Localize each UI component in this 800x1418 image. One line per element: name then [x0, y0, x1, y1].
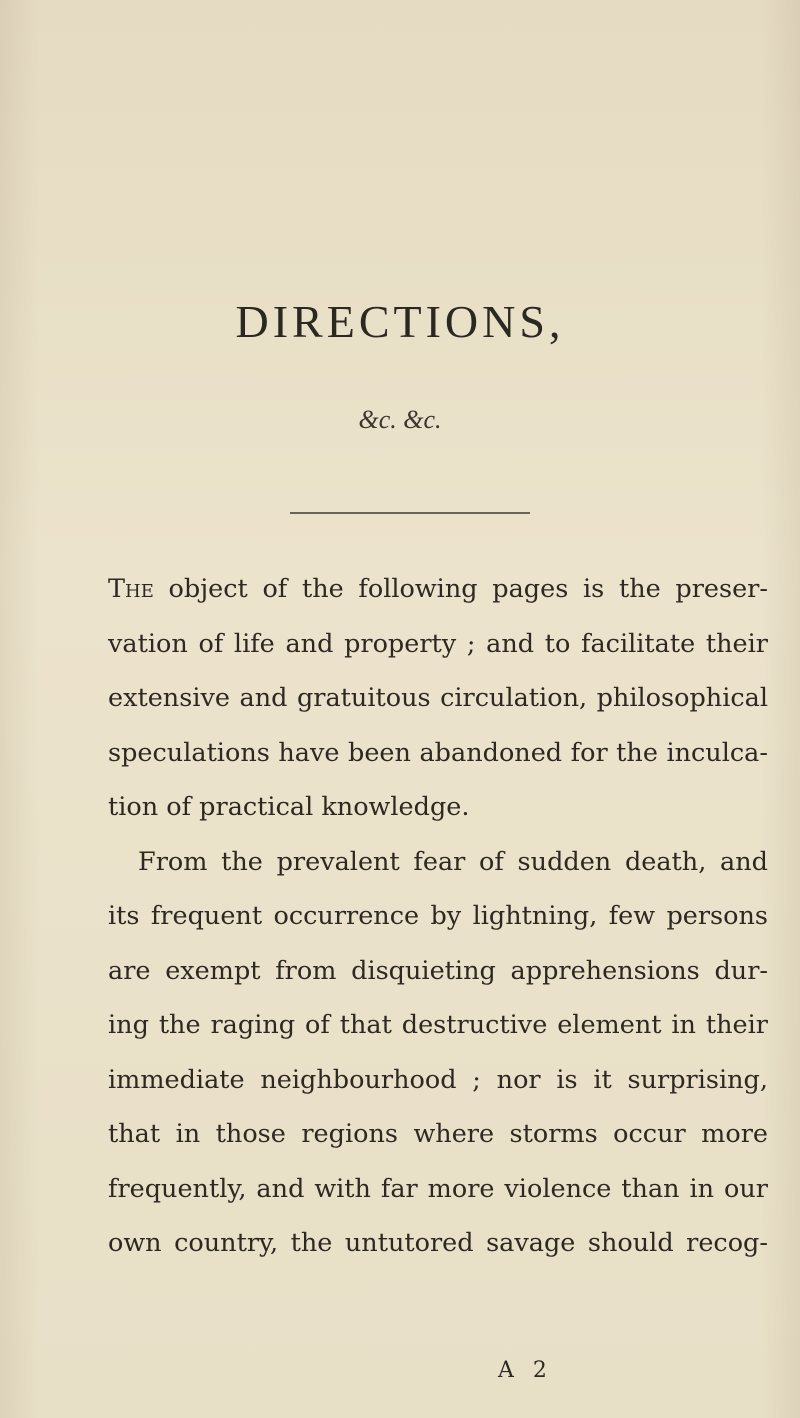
text-line: frequently, and with far more violence than in our — [108, 1173, 768, 1204]
text-line: From the prevalent fear of sudden death, and — [138, 846, 768, 877]
signature-mark: A 2 — [498, 1358, 553, 1383]
text-line: immediate neighbourhood ; nor is it surprising, — [108, 1064, 768, 1095]
text-line: extensive and gratuitous circulation, philosophical — [108, 683, 768, 713]
text-line: ing the raging of that destructive element in their — [108, 1010, 768, 1040]
body-text — [108, 562, 768, 1271]
divider-rule — [290, 512, 530, 514]
lead-word: The — [108, 574, 154, 604]
text-line: that in those regions where storms occur more — [108, 1119, 768, 1149]
text-line: tion of practical knowledge. — [108, 792, 470, 822]
page-subtitle: &c. &c. — [358, 405, 442, 434]
text-line: its frequent occurrence by lightning, few persons — [108, 901, 768, 931]
text-line: speculations have been abandoned for the inculca- — [108, 737, 768, 768]
text-line: The object of the following pages is the preser- — [108, 574, 768, 604]
page-title: DIRECTIONS, — [235, 296, 565, 347]
text-line: are exempt from disquieting apprehensions dur- — [108, 955, 768, 986]
text-line: vation of life and property ; and to facilitate their — [108, 628, 768, 659]
text-line: own country, the untutored savage should recog- — [108, 1228, 768, 1258]
